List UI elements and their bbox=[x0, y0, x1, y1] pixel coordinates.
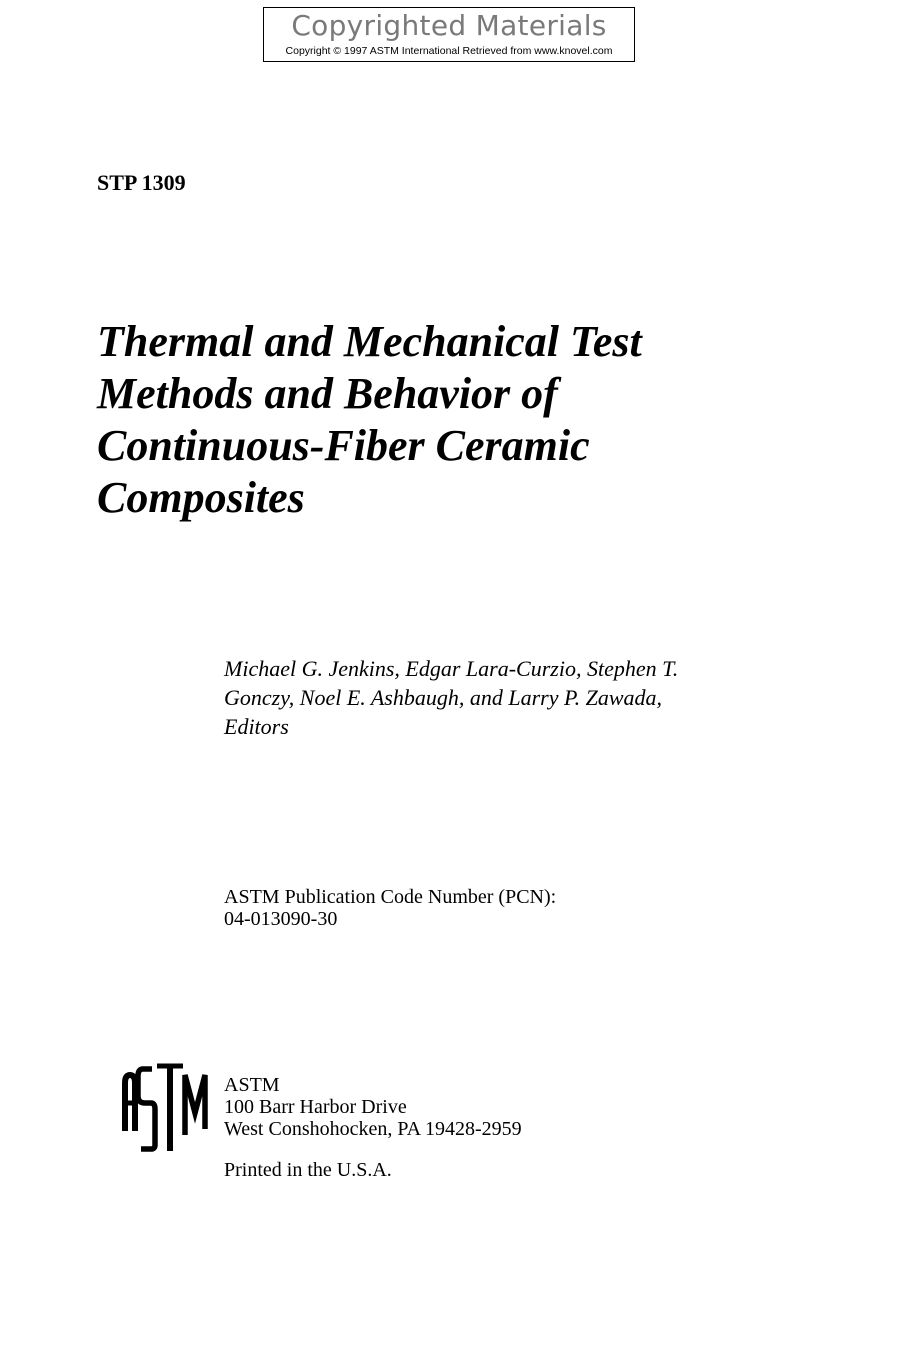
copyright-stamp bbox=[263, 7, 635, 62]
publication-code bbox=[224, 886, 556, 930]
astm-logo-icon bbox=[121, 1063, 213, 1153]
printed-in: Printed in the U.S.A. bbox=[224, 1159, 392, 1181]
editors-line: Gonczy, Noel E. Ashbaugh, and Larry P. Zawada, bbox=[224, 685, 662, 710]
editors-line: Michael G. Jenkins, Edgar Lara-Curzio, Stephen T. bbox=[224, 656, 679, 681]
book-title-line: Composites bbox=[97, 473, 305, 522]
copyright-stamp-title: Copyrighted Materials bbox=[291, 9, 607, 42]
publisher-address bbox=[224, 1074, 522, 1140]
book-title-line: Thermal and Mechanical Test bbox=[97, 317, 642, 366]
publication-code-label: ASTM Publication Code Number (PCN): bbox=[224, 886, 557, 908]
publisher-street: 100 Barr Harbor Drive bbox=[224, 1096, 407, 1118]
editors bbox=[224, 654, 844, 741]
book-title bbox=[97, 316, 797, 524]
copyright-stamp-line: Copyright © 1997 ASTM International Retrieved from www.knovel.com bbox=[285, 45, 613, 57]
publication-code-number: 04-013090-30 bbox=[224, 908, 338, 930]
publisher-name: ASTM bbox=[224, 1074, 280, 1096]
publisher-city: West Conshohocken, PA 19428-2959 bbox=[224, 1118, 522, 1140]
series-number: STP 1309 bbox=[97, 170, 186, 195]
book-title-line: Methods and Behavior of bbox=[97, 369, 558, 418]
book-title-line: Continuous-Fiber Ceramic bbox=[97, 421, 590, 470]
editors-line: Editors bbox=[224, 714, 289, 739]
